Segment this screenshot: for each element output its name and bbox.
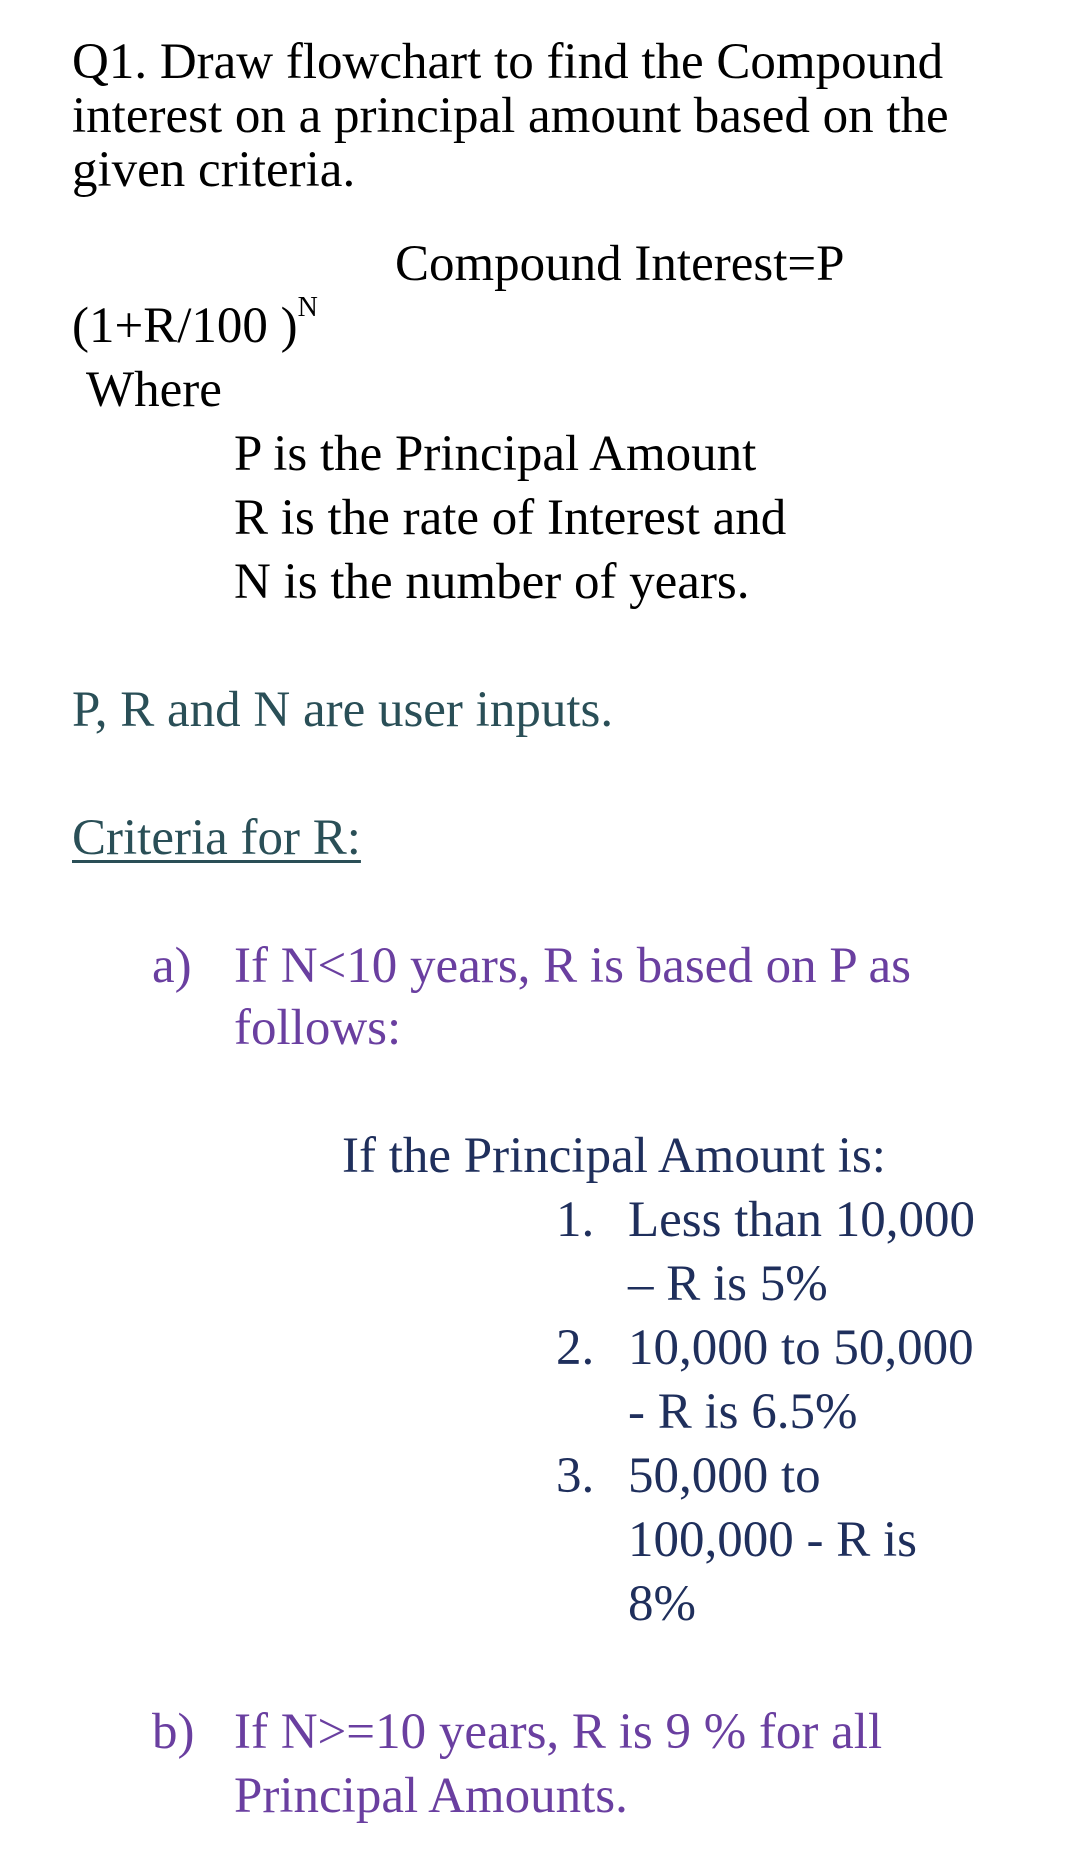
question-line-2: interest on a principal amount based on the: [72, 88, 949, 144]
criterion-b-line-1: If N>=10 years, R is 9 % for all: [234, 1704, 883, 1760]
definition-r: R is the rate of Interest and: [234, 490, 787, 546]
where-label: Where: [86, 362, 222, 418]
definition-p: P is the Principal Amount: [234, 426, 757, 482]
tier-3-line-3: 8%: [628, 1576, 696, 1632]
formula-exponent: N: [297, 292, 318, 323]
criteria-heading: Criteria for R:: [72, 810, 361, 866]
inputs-note: P, R and N are user inputs.: [72, 682, 614, 738]
criterion-a-line-2: follows:: [234, 1000, 402, 1056]
criterion-b-line-2: Principal Amounts.: [234, 1768, 628, 1824]
tier-3-line-2: 100,000 - R is: [628, 1512, 918, 1568]
tier-1-line-1: Less than 10,000: [628, 1192, 976, 1248]
formula-lhs: Compound Interest=P: [395, 236, 845, 292]
tier-1-marker: 1.: [556, 1192, 595, 1248]
tier-2-line-2: - R is 6.5%: [628, 1384, 858, 1440]
criterion-a-marker: a): [152, 938, 192, 994]
criterion-b-marker: b): [152, 1704, 195, 1760]
tier-3-marker: 3.: [556, 1448, 595, 1504]
question-line-3: given criteria.: [72, 142, 356, 198]
tier-1-line-2: – R is 5%: [628, 1256, 828, 1312]
tier-2-marker: 2.: [556, 1320, 595, 1376]
formula-base: (1+R/100 ): [72, 298, 298, 354]
question-line-1: Q1. Draw flowchart to find the Compound: [72, 34, 944, 90]
tier-2-line-1: 10,000 to 50,000: [628, 1320, 974, 1376]
principal-intro: If the Principal Amount is:: [342, 1128, 886, 1184]
tier-3-line-1: 50,000 to: [628, 1448, 821, 1504]
criterion-a-line-1: If N<10 years, R is based on P as: [234, 938, 912, 994]
formula-rhs: [72, 294, 318, 358]
definition-n: N is the number of years.: [234, 554, 750, 610]
